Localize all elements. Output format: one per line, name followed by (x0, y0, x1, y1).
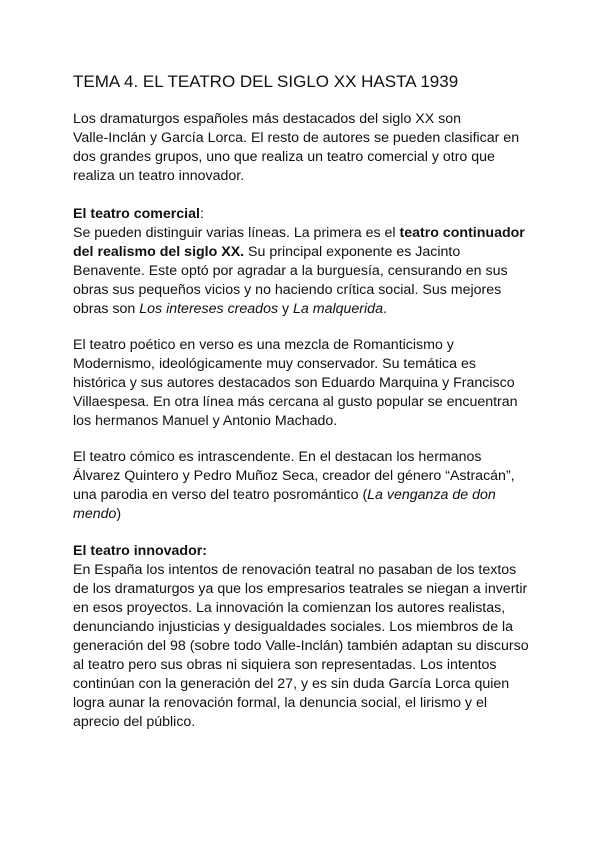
intro-line: realiza un teatro innovador. (73, 168, 245, 184)
paragraph-line (73, 224, 533, 243)
document-title: TEMA 4. EL TEATRO DEL SIGLO XX HASTA 1939 (73, 72, 459, 91)
intro-paragraph (73, 110, 533, 186)
paragraph-line: al teatro pero sus obras ni siquiera son representadas. Los intentos (73, 657, 497, 673)
paragraph-line: Álvarez Quintero y Pedro Muñoz Seca, creador del género “Astracán”, (73, 468, 515, 484)
text-run: obras son (73, 301, 140, 317)
text-run: ) (116, 506, 122, 522)
italic-title: Los intereses creados (139, 301, 279, 317)
comico-paragraph (73, 448, 533, 524)
paragraph-line: aprecio del público. (73, 714, 196, 730)
text-run: una parodia en verso del teatro posromántico ( (73, 487, 368, 503)
text-run: y (278, 301, 294, 317)
paragraph-line: logra aunar la renovación formal, la denuncia social, el lirismo y el (73, 695, 488, 711)
paragraph-line: En España los intentos de renovación teatral no pasaban de los textos (73, 562, 517, 578)
paragraph-line (73, 243, 533, 262)
paragraph-line: Benavente. Este optó por agradar a la burguesía, censurando en sus (73, 263, 508, 279)
paragraph-line: de los dramaturgos ya que los empresarios teatrales se niegan a invertir (73, 581, 528, 597)
paragraph-line (73, 486, 533, 505)
paragraph-line: obras sus pequeños vicios y no haciendo crítica social. Sus mejores (73, 282, 502, 298)
section-heading: El teatro comercial (73, 206, 200, 222)
text-run: Su principal exponente es Jacinto (244, 244, 461, 260)
italic-title: mendo (73, 506, 117, 522)
paragraph-line: El teatro poético en verso es una mezcla de Romanticismo y (73, 337, 454, 353)
paragraph-line: generación del 98 (sobre todo Valle-Inclán) también adaptan su discurso (73, 638, 529, 654)
italic-title: La malquerida (293, 301, 383, 317)
paragraph-line: histórica y sus autores destacados son Eduardo Marquina y Francisco (73, 375, 515, 391)
text-run: . (382, 301, 387, 317)
paragraph-line: Villaespesa. En otra línea más cercana al gusto popular se encuentran (73, 394, 518, 410)
paragraph-line: Modernismo, ideológicamente muy conservador. Su temática es (73, 356, 476, 372)
comercial-section (73, 205, 533, 319)
paragraph-line: El teatro cómico es intrascendente. En el destacan los hermanos (73, 449, 482, 465)
section-heading-line (73, 205, 533, 224)
bold-text: teatro continuador (399, 225, 525, 241)
paragraph-line (73, 300, 533, 319)
section-heading: El teatro innovador: (73, 543, 208, 559)
intro-line: dos grandes grupos, uno que realiza un teatro comercial y otro que (73, 149, 495, 165)
poetico-paragraph (73, 336, 533, 431)
paragraph-line (73, 505, 533, 524)
intro-line: Los dramaturgos españoles más destacados del siglo XX son (73, 111, 462, 127)
paragraph-line: los hermanos Manuel y Antonio Machado. (73, 413, 338, 429)
heading-colon: : (199, 206, 204, 222)
paragraph-line: en esos proyectos. La innovación la comienzan los autores realistas, (73, 600, 506, 616)
intro-line: Valle-Inclán y García Lorca. El resto de autores se pueden clasificar en (73, 130, 520, 146)
paragraph-line: continúan con la generación del 27, y es sin duda García Lorca quien (73, 676, 510, 692)
innovador-section (73, 542, 533, 732)
text-run: Se pueden distinguir varias líneas. La primera es el (73, 225, 400, 241)
bold-text: del realismo del siglo XX. (73, 244, 245, 260)
italic-title: La venganza de don (367, 487, 496, 503)
paragraph-line: denunciando injusticias y desigualdades sociales. Los miembros de la (73, 619, 514, 635)
